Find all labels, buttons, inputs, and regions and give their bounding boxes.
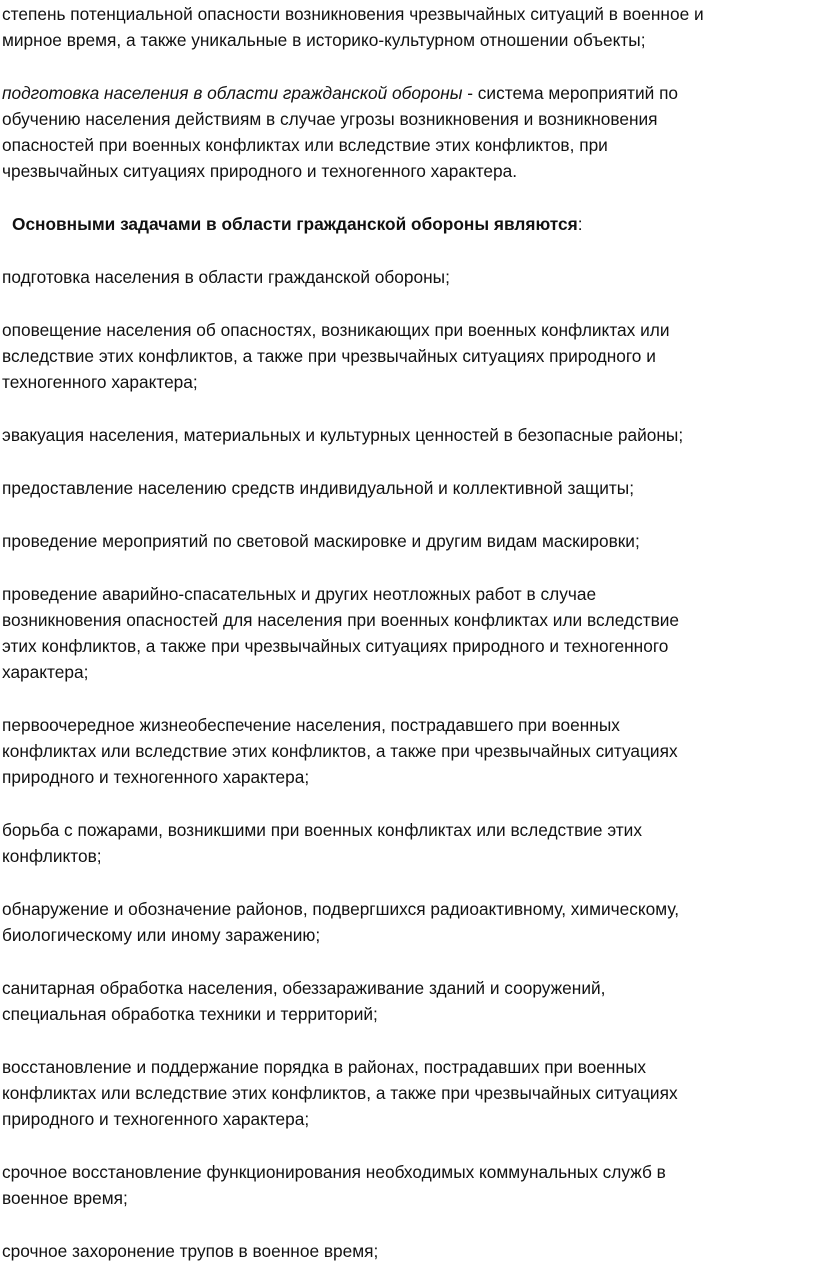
text-line: борьба с пожарами, возникшими при военных конфликтах или вследствие этих [2,820,642,840]
text-line: первоочередное жизнеобеспечение населения, пострадавшего при военных [2,715,620,735]
text-line: срочное восстановление функционирования необходимых коммунальных служб в [2,1162,666,1182]
text-line: обучению населения действиям в случае угрозы возникновения и возникновения [2,109,658,129]
text-line: конфликтах или вследствие этих конфликтов, а также при чрезвычайных ситуациях [2,741,678,761]
text-line: степень потенциальной опасности возникновения чрезвычайных ситуаций в военное и [2,4,704,24]
text-line [2,80,816,106]
text-line: восстановление и поддержание порядка в районах, пострадавших при военных [2,1057,647,1077]
task-item [2,1159,816,1211]
text-line: техногенного характера; [2,372,198,392]
text-line: конфликтах или вследствие этих конфликтов, а также при чрезвычайных ситуациях [2,1083,678,1103]
text-line: природного и техногенного характера; [2,1109,310,1129]
text-line: подготовка населения в области гражданской обороны; [2,267,450,287]
text-line: предоставление населению средств индивидуальной и коллективной защиты; [2,478,635,498]
text-line: проведение мероприятий по световой маскировке и другим видам маскировки; [2,531,640,551]
text-line: природного и техногенного характера; [2,767,310,787]
text-line: специальная обработка техники и территорий; [2,1004,378,1024]
task-item [2,264,816,290]
task-item [2,896,816,948]
task-item [2,975,816,1027]
text-line: чрезвычайных ситуациях природного и техногенного характера. [2,161,518,181]
task-item [2,712,816,790]
definition-start: - система мероприятий по [462,83,679,103]
text-line: возникновения опасностей для населения при военных конфликтах или вследствие [2,610,680,630]
text-line: проведение аварийно-спасательных и других неотложных работ в случае [2,584,597,604]
paragraph-objects [2,1,816,53]
text-line: мирное время, а также уникальные в историко-культурном отношении объекты; [2,30,646,50]
defined-term: подготовка населения в области гражданской обороны [2,83,463,103]
task-item [2,317,816,395]
text-line: обнаружение и обозначение районов, подвергшихся радиоактивному, химическому, [2,899,680,919]
task-item [2,422,816,448]
task-item [2,817,816,869]
task-item [2,1054,816,1132]
text-line: срочное захоронение трупов в военное время; [2,1241,379,1261]
task-item [2,581,816,685]
text-line: характера; [2,662,89,682]
text-line: эвакуация населения, материальных и культурных ценностей в безопасные районы; [2,425,684,445]
text-line: оповещение населения об опасностях, возникающих при военных конфликтах или [2,320,670,340]
text-line: санитарная обработка населения, обеззараживание зданий и сооружений, [2,978,606,998]
text-line: военное время; [2,1188,128,1208]
section-heading [12,211,816,237]
paragraph-definition [2,80,816,184]
heading-bold-text: Основными задачами в области гражданской обороны являются [12,214,578,234]
text-line: конфликтов; [2,846,102,866]
task-list [2,264,816,1264]
task-item [2,1238,816,1264]
task-item [2,475,816,501]
heading-colon: : [577,214,583,234]
text-line: этих конфликтов, а также при чрезвычайных ситуациях природного и техногенного [2,636,669,656]
text-line: вследствие этих конфликтов, а также при чрезвычайных ситуациях природного и [2,346,656,366]
task-item [2,528,816,554]
text-line: опасностей при военных конфликтах или вследствие этих конфликтов, при [2,135,608,155]
text-line: биологическому или иному заражению; [2,925,321,945]
